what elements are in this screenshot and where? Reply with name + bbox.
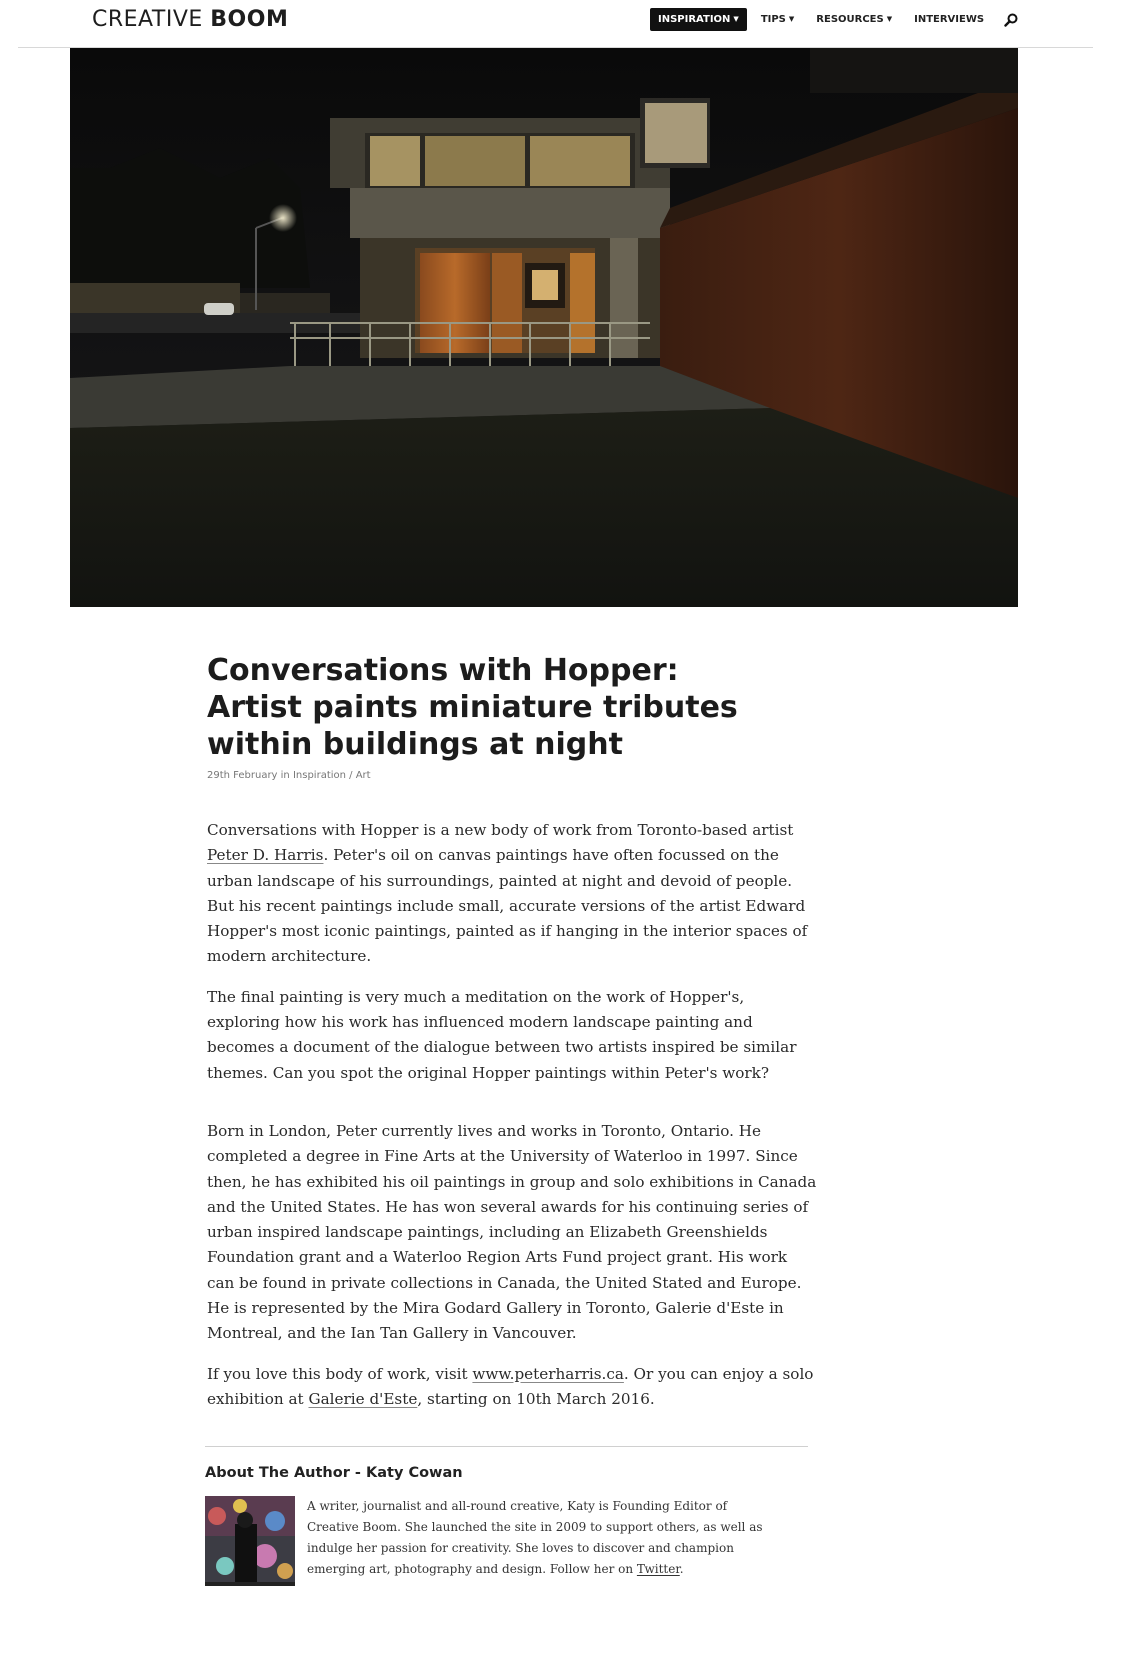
nav-item-inspiration[interactable] xyxy=(650,8,747,31)
artist-link[interactable]: Peter D. Harris xyxy=(207,846,324,865)
article xyxy=(207,652,817,1427)
paragraph-1-text-a: Conversations with Hopper is a new body of work from Toronto-based artist xyxy=(207,821,794,839)
subcategory-link[interactable]: Art xyxy=(355,770,371,781)
author-heading: About The Author - Katy Cowan xyxy=(205,1465,463,1481)
author-bio-text: A writer, journalist and all-round creative, Katy is Founding Editor of Creative Boom. She launched the site in 2009 to support others, as well as indulge her passion for creativity. She loves to discover and champion emerging art, photography and design. Follow her on xyxy=(307,1499,763,1576)
author-avatar[interactable] xyxy=(205,1496,295,1586)
paragraph-2: The final painting is very much a meditation on the work of Hopper's, exploring how his work has influenced modern landscape painting and becomes a document of the dialogue between two artists inspired be similar themes. Can you spot the original Hopper paintings within Peter's work? xyxy=(207,987,797,1082)
hero-image[interactable] xyxy=(70,48,1018,607)
nav-item-interviews[interactable] xyxy=(906,8,992,31)
site-logo[interactable] xyxy=(92,7,288,32)
article-title: Conversations with Hopper: Artist paints miniature tributes within buildings at night xyxy=(207,653,738,762)
paragraph-4-text-c: , starting on 10th March 2016. xyxy=(417,1389,655,1408)
paragraph-4-text-b: . Or you can enjoy a solo exhibition at xyxy=(207,1364,814,1408)
main-nav xyxy=(650,8,1020,31)
meta-separator: / xyxy=(345,770,356,781)
nav-label-interviews: INTERVIEWS xyxy=(914,14,985,25)
author-box xyxy=(205,1446,808,1586)
twitter-link[interactable]: Twitter xyxy=(636,1562,680,1576)
chevron-down-icon: ▼ xyxy=(733,15,739,23)
author-row xyxy=(205,1496,808,1586)
nav-item-resources[interactable] xyxy=(808,8,900,31)
chevron-down-icon: ▼ xyxy=(886,15,893,23)
logo-word-creative: CREATIVE xyxy=(92,7,203,32)
search-button[interactable] xyxy=(1002,11,1020,29)
category-link[interactable]: Inspiration xyxy=(292,770,346,781)
article-body xyxy=(207,818,817,1412)
avatar-image xyxy=(205,1496,295,1586)
paragraph-1 xyxy=(207,818,817,970)
paragraph-4 xyxy=(207,1362,817,1413)
nav-label-resources: RESOURCES xyxy=(816,14,884,25)
logo-word-boom: BOOM xyxy=(210,7,289,32)
paragraph-4-text-a: If you love this body of work, visit xyxy=(207,1364,473,1383)
painting-image xyxy=(70,48,1018,607)
nav-label-tips: TIPS xyxy=(760,14,786,25)
nav-label-inspiration: INSPIRATION xyxy=(658,14,731,25)
author-bio xyxy=(307,1496,777,1580)
site-header xyxy=(18,0,1093,48)
gallery-link[interactable]: Galerie d'Este xyxy=(308,1389,418,1408)
paragraph-1-text-b: . Peter's oil on canvas paintings have often focussed on the urban landscape of his surroundings, painted at night and devoid of people. But his recent paintings include small, accurate versions of the artist Edward Hopper's most iconic paintings, painted as if hanging in the interior spaces of modern architecture. xyxy=(207,846,808,966)
paragraph-3: Born in London, Peter currently lives and works in Toronto, Ontario. He completed a degree in Fine Arts at the University of Waterloo in 1997. Since then, he has exhibited his oil paintings in group and solo exhibitions in Canada and the United States. He has won several awards for his continuing series of urban inspired landscape paintings, including an Elizabeth Greenshields Foundation grant and a Waterloo Region Arts Fund project grant. His work can be found in private collections in Canada, the United Stated and Europe. He is represented by the Mira Godard Gallery in Toronto, Galerie d'Este in Montreal, and the Ian Tan Gallery in Vancouver. xyxy=(207,1121,817,1343)
author-bio-end: . xyxy=(679,1562,684,1576)
search-icon xyxy=(1004,13,1018,27)
chevron-down-icon: ▼ xyxy=(788,15,795,23)
nav-item-tips[interactable] xyxy=(753,8,802,31)
article-date: 29th February in xyxy=(207,770,293,781)
article-meta xyxy=(207,770,817,781)
website-link[interactable]: www.peterharris.ca xyxy=(472,1364,624,1383)
